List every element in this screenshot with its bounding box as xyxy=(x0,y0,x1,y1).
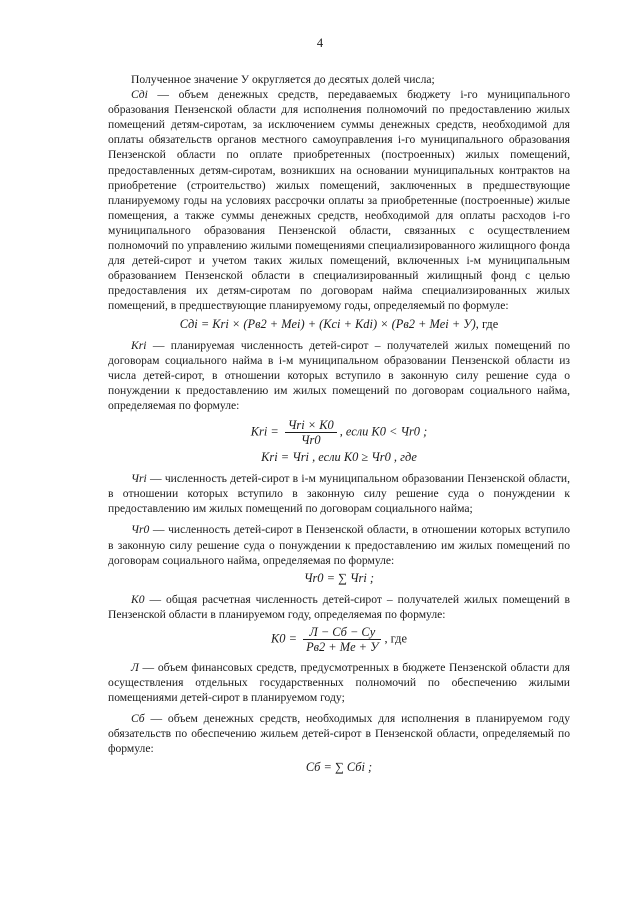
formula-k0 xyxy=(108,625,570,654)
paragraph-intro: Полученное значение У округляется до десятых долей числа; xyxy=(131,73,435,86)
formula-k0-lhs: K0 = xyxy=(271,631,297,646)
text-chr0: — численность детей-сирот в Пензенской области, в отношении которых вступило в законную силу решение суда о понуждении к предоставлению им жилых помещений по договорам социального найма, определяемая по формуле: xyxy=(108,523,570,567)
formula-kri-case-1 xyxy=(108,418,570,447)
formula-kri-1-tail: , если K0 < Чr0 ; xyxy=(339,424,428,439)
document-body xyxy=(108,72,570,778)
term-l: Л xyxy=(131,661,139,674)
paragraph-l xyxy=(108,660,570,705)
paragraph-chri xyxy=(108,471,570,516)
text-kri: — планируемая численность детей-сирот – получателей жилых помещений по договорам социального найма в i-м муниципальном образовании Пензенской области из числа детей-сирот, в отношении которых вступило в законную силу решение суда о понуждении к предоставлению им жилых помещений по договорам социального найма, определяемая по формуле: xyxy=(108,338,570,412)
formula-sdi-body: Сдi = Kri × (Рв2 + Mei) + (Kci + Kdi) × (Рв2 + Mei + У) xyxy=(179,316,476,331)
formula-kri-case-2: Kri = Чri , если K0 ≥ Чr0 , где xyxy=(261,450,417,465)
formula-kri-1-numerator: Чri × K0 xyxy=(285,418,337,433)
paragraph-sdi xyxy=(108,87,570,313)
formula-kri-1-denominator: Чr0 xyxy=(301,433,321,448)
text-k0: — общая расчетная численность детей-сирот – получателей жилых помещений в Пензенской области в планируемом году, определяемая по формуле: xyxy=(108,592,570,621)
term-kri: Kri xyxy=(131,338,147,352)
term-chr0: Чr0 xyxy=(131,523,150,537)
formula-kri-1-lhs: Kri = xyxy=(250,424,279,439)
formula-k0-denominator: Рв2 + Me + У xyxy=(306,640,379,654)
formula-k0-fraction xyxy=(303,625,381,654)
term-sb: Сб xyxy=(131,712,145,726)
formula-chr0: Чr0 = ∑ Чri ; xyxy=(303,570,375,585)
formula-sdi-tail: , где xyxy=(475,316,499,331)
term-k0: K0 xyxy=(131,592,145,606)
paragraph-k0 xyxy=(108,592,570,622)
paragraph-chr0 xyxy=(108,522,570,567)
text-l: — объем финансовых средств, предусмотренных в бюджете Пензенской области для осуществления отдельных государственных полномочий по обеспечению жилыми помещениями детей-сирот в планируемом году; xyxy=(108,661,570,705)
term-chri: Чri xyxy=(131,472,147,486)
paragraph-sb xyxy=(108,711,570,756)
formula-sb: Сб = ∑ Сбi ; xyxy=(305,759,373,774)
page-number: 4 xyxy=(316,36,324,50)
paragraph-kri xyxy=(108,338,570,413)
formula-k0-numerator: Л − Сб − Су xyxy=(303,625,381,640)
text-sb: — объем денежных средств, необходимых для исполнения в планируемом году обязательств по обеспечению жильем детей-сирот в Пензенской области, определяемый по формуле: xyxy=(108,712,570,756)
text-sdi: — объем денежных средств, передаваемых бюджету i-го муниципального образования Пензенской области для исполнения полномочий по предоставлению жилых помещений детям-сиротам, за исключением суммы денежных средств, необходимой для оплаты обязательств органов местного самоуправления i-го муниципального образования Пензенской области по оплате приобретенных (построенных) жилых помещений, предоставленных детям-сиротам, возникших на основании муниципальных контрактов на приобретение (строительство) жилых помещений, заключенных в предшествующие планируемому годы на условиях рассрочки оплаты за приобретенные (построенные) жилые помещения, а также суммы денежных средств, необходимой для оплаты расходов i-го муниципального образования Пензенской области, связанных с осуществлением полномочий по управлению жилыми помещениями специализированного жилищного фонда для детей-сирот и учетом таких жилых помещений, включенных i-м муниципальным образованием Пензенской области в специализированный жилищный фонд с целью предоставления их детям-сиротам по договорам найма специализированных жилых помещений, в предшествующие планируемому годы, определяемый по формуле: xyxy=(108,88,570,313)
formula-kri-1-fraction xyxy=(285,418,337,447)
text-chri: — численность детей-сирот в i-м муниципальном образовании Пензенской области, в отношении которых вступило в законную силу решение суда о понуждении к предоставлению им жилых помещений по договорам социального найма; xyxy=(108,472,570,516)
term-sdi: Сдi xyxy=(131,88,148,102)
formula-k0-tail: , где xyxy=(384,631,407,646)
formula-sdi xyxy=(108,317,570,332)
